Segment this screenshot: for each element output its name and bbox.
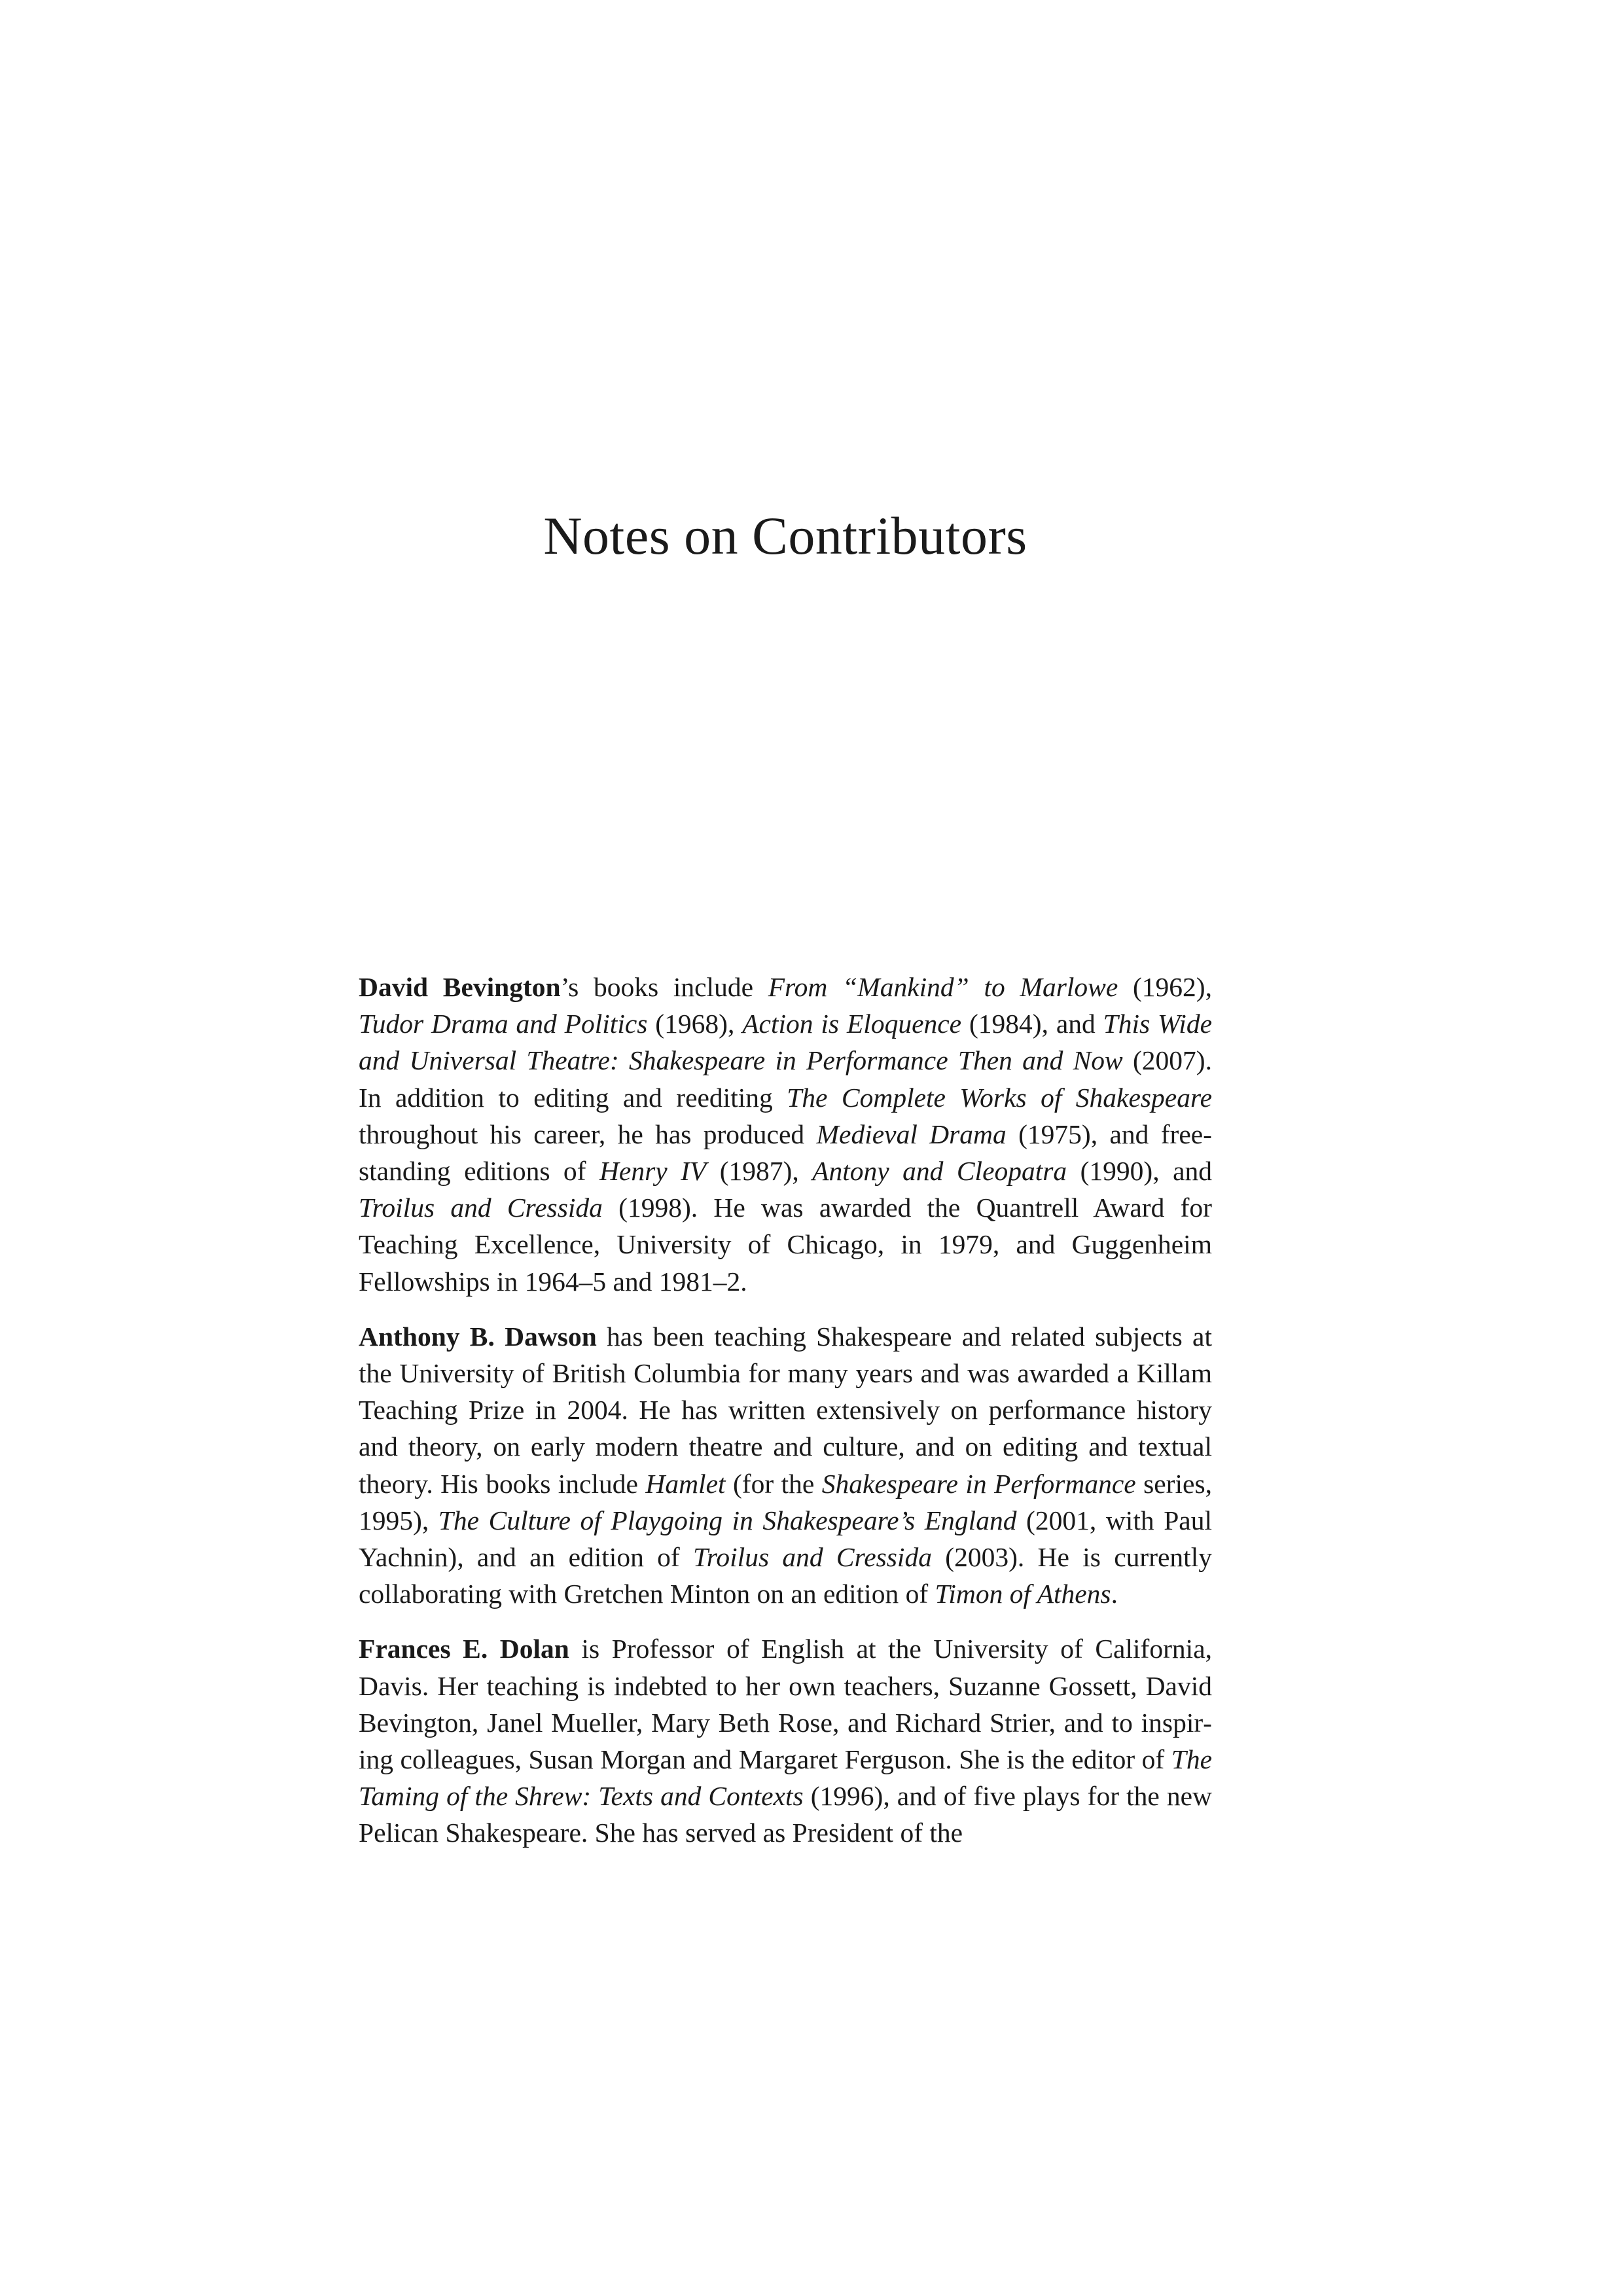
contributor-name: Frances E. Dolan <box>359 1634 569 1664</box>
italic-title: Tudor Drama and Politics <box>359 1009 648 1039</box>
entry-text: (2007). In addition to editing and reediting <box>359 1045 1212 1113</box>
italic-title: This Wide and Universal Theatre: Shakespeare in Performance Then and Now <box>359 1009 1213 1076</box>
entry-text: is Professor of English at the University of California, <box>569 1634 1212 1664</box>
italic-title: The Culture of Playgoing in Shakespeare’s England <box>438 1505 1017 1535</box>
entry-text: has been teaching Shakespeare and related subjects at <box>596 1321 1212 1352</box>
italic-title: Shakespeare in Performance <box>821 1468 1136 1499</box>
entry-text: Davis. Her teaching is indebted to her own teachers, Suzanne Gossett, David Bevington, Janel Mueller, Mary Beth Rose, and Richard Strier, and to inspiring colleagues, Susan Morgan and Margaret Ferguson. She is the editor of <box>359 1670 1212 1775</box>
entry-text: (1984), and <box>961 1009 1103 1039</box>
entry-text: (2001, with Paul Yachnin), and an edition of <box>359 1505 1212 1573</box>
italic-title: The Taming of the Shrew: Texts and Contexts <box>359 1744 1212 1812</box>
italic-title: Troilus and Cressida <box>359 1193 603 1223</box>
entry-text: (2003). He is currently collaborating with Gretchen Minton on an edition of <box>359 1542 1212 1609</box>
page-title: Notes on Contributors <box>543 506 1027 565</box>
italic-title: Troilus and Cressida <box>692 1542 932 1573</box>
entry-text: (for the <box>725 1468 822 1499</box>
entry-text: series, 1995), <box>359 1468 1212 1535</box>
entry-text: (1996), and of five plays for the new Pelican Shakespeare. She has served as President of the <box>359 1781 1212 1848</box>
contributor-name: Anthony B. Dawson <box>359 1321 597 1352</box>
entry-text: . <box>1111 1579 1118 1609</box>
entry-body <box>359 1671 1212 1848</box>
entry-body <box>359 972 1212 1297</box>
entry-text: (1998). He was awarded the Quantrell Award for Teaching Excellence, University of Chicago, in 1979, and Guggenheim Fellowships in 1964–5 and 1981–2. <box>359 1193 1213 1297</box>
italic-title: Timon of Athens <box>935 1579 1111 1609</box>
italic-title: Henry IV <box>599 1156 707 1187</box>
entry-text: (1975), and free-standing editions of <box>359 1119 1212 1187</box>
entry-text: the University of British Columbia for many years and was awarded a Killam Teaching Prize in 2004. He has written extensively on performance history and theory, on early modern theatre and culture, and on editing and textual theory. His books include <box>359 1358 1212 1499</box>
entry-text: ’s books include <box>560 972 768 1002</box>
contributor-entry-dolan <box>359 1630 1212 1851</box>
contributor-list <box>359 969 1212 1870</box>
italic-title: Hamlet <box>645 1468 726 1499</box>
italic-title: The Complete Works of Shakespeare <box>787 1082 1212 1113</box>
contributor-name: David Bevington <box>359 972 561 1002</box>
italic-title: From “Mankind” to Marlowe <box>768 972 1118 1002</box>
contributor-entry-dawson <box>359 1318 1212 1613</box>
entry-text: (1987), <box>706 1156 813 1187</box>
entry-text: throughout his career, he has produced <box>359 1119 817 1149</box>
entry-text: (1968), <box>647 1009 743 1039</box>
contributor-entry-bevington <box>359 969 1212 1300</box>
entry-text: (1962), <box>1118 972 1212 1002</box>
entry-text: (1990), and <box>1067 1156 1212 1187</box>
italic-title: Action is Eloquence <box>742 1009 962 1039</box>
entry-body <box>359 1358 1212 1609</box>
italic-title: Antony and Cleopatra <box>812 1156 1067 1187</box>
italic-title: Medieval Drama <box>816 1119 1007 1149</box>
